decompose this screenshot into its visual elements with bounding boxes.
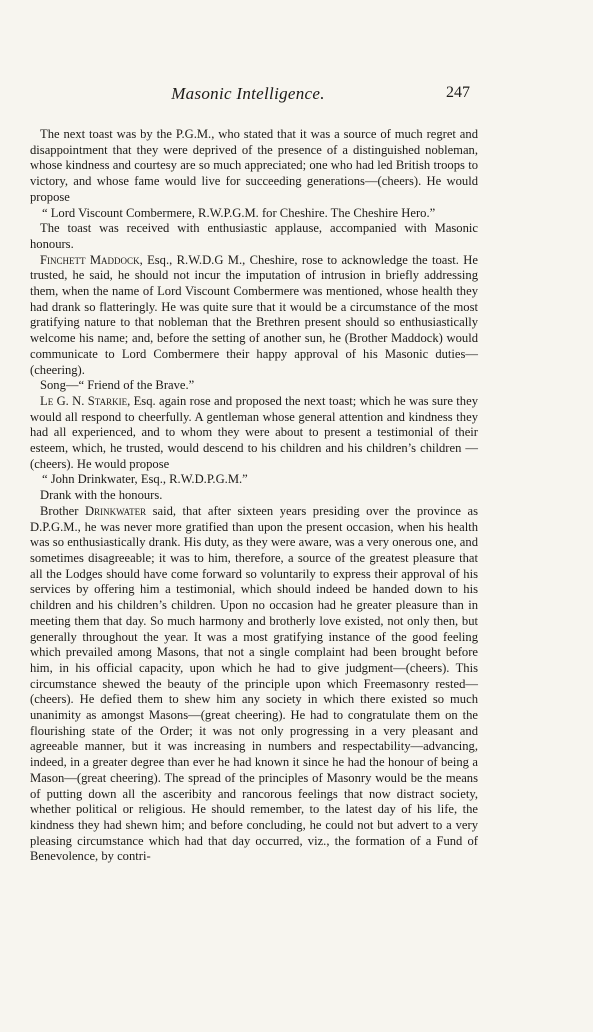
paragraph: Brother Drinkwater said, that after sixteen years presiding over the province as D.P.G.M., he was never more gratified than upon the present occasion, when his health was so enthusiastically drank. His duty, as they were aware, was a very onerous one, and sometimes disagreeable; it was to him, therefore, a source of the greatest pleasure that all the Lodges should have come forward so voluntarily to express their approval of his services by offering him a testimonial, which should indeed be handed down to his children and his children’s children. Upon no occasion had he greater pleasure than in meeting them that day. So much harmony and brotherly love existed, not only then, but generally throughout the year. It was a most gratifying instance of the good feeling which prevailed among Masons, that not a single complaint had been brought before him, in his official capacity, upon which he had to give judgment—(cheers). This circumstance shewed the beauty of the principle upon which Freemasonry rested—(cheers). He defied them to shew him any society in which there existed so much unanimity as amongst Masons—(great cheering). He had to congratulate them on the flourishing state of the Order; it was not only progressing in a very pleasant and agreeable manner, but it was increasing in numbers and respectability—advancing, indeed, in a greater degree than ever he had known it since he had the honour of being a Mason—(great cheering). The spread of the principles of Masonry would be the means of putting down all the asceribity and rancorous feelings that now distract society, whether political or religious. He should remember, to the latest day of his life, the kindness they had shewn him; and before concluding, he could not but advert to a very pleasing circumstance which had that day occurred, viz., the formation of a Fund of Benevolence, by contri- — [30, 503, 478, 864]
body-text — [30, 127, 478, 865]
paragraph: The toast was received with enthusiastic applause, accompanied with Masonic honours. — [30, 221, 478, 251]
paragraph: Le G. N. Starkie, Esq. again rose and proposed the next toast; which he was sure they would all respond to cheerfully. A gentleman whose general attention and kindness they had all experienced, and to whom they were about to present a testimonial of their esteem, which, he trusted, would descend to his children and his children’s children —(cheers). He would propose — [30, 393, 478, 471]
page-number: 247 — [446, 84, 470, 101]
toast-line: “ Lord Viscount Combermere, R.W.P.G.M. for Cheshire. The Cheshire Hero.” — [42, 205, 436, 220]
paragraph: The next toast was by the P.G.M., who stated that it was a source of much regret and disappointment that they were deprived of the presence of a distinguished nobleman, whose kindness and courtesy are so much appreciated; one who had led British troops to victory, and whose fame would live for succeeding generations—(cheers). He would propose — [30, 127, 478, 204]
speaker-name: Fincheтт Maddock, — [40, 252, 143, 267]
speaker-name: Le G. N. Starkie, — [40, 393, 131, 408]
speaker-name: Drinkwater — [84, 503, 147, 518]
toast-line: “ John Drinkwater, Esq., R.W.D.P.G.M.” — [42, 472, 248, 487]
page-header — [28, 84, 468, 110]
paragraph: Fincheтт Maddock, Esq., R.W.D.G M., Cheshire, rose to acknowledge the toast. He trusted, he said, he should not incur the imputation of intrusion in briefly addressing them, when the name of Lord Viscount Combermere was mentioned, whose health they had drank so flatteringly. He was quite sure that it would be a circumstance of the most gratifying nature to that nobleman that the Brethren present should so enthusiastically welcome his name; and, before the setting of another sun, he (Brother Maddock) would communicate to Lord Combermere their happy approval of his Masonic duties—(cheering). — [30, 252, 478, 377]
running-title: Masonic Intelligence. — [171, 84, 325, 103]
paragraph: Drank with the honours. — [40, 488, 163, 503]
paragraph: Song—“ Friend of the Brave.” — [40, 378, 195, 393]
